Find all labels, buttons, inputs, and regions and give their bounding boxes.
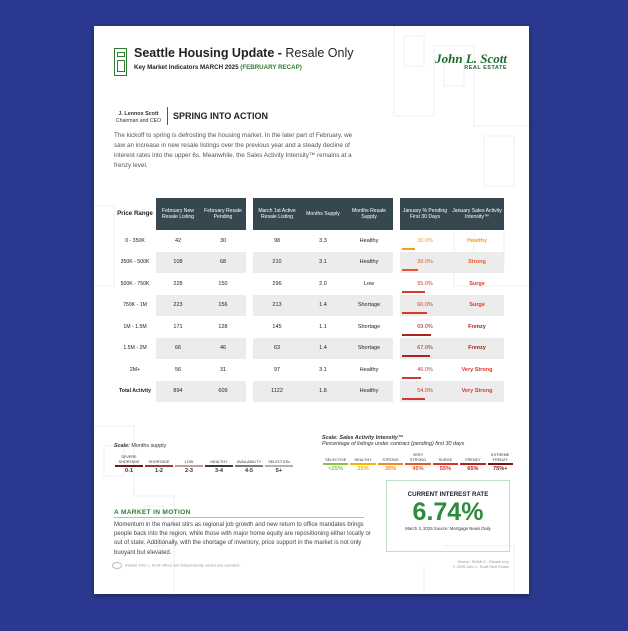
scale-item: SURGE 55% [432,453,459,472]
scale-item: SEVERE SHORTAGE 0-1 [114,455,144,474]
market-table [114,198,504,402]
scale-bar [235,465,263,467]
cell-supply: 1.4 [301,338,345,360]
cell-active: 97 [273,366,281,373]
pending-bar [402,377,421,379]
col-feb-pending: February Resale Pending [200,198,246,230]
cell-supply: 3.1 [301,252,345,274]
scale-bar [350,463,375,465]
table-row [114,230,504,252]
cell-active: 1122 [253,381,301,403]
cell-intensity: Frenzy [468,323,486,330]
scale-item: SHORTAGE 1-2 [144,455,174,474]
table-row [114,338,504,360]
author-block [114,111,163,125]
cell-active: 145 [272,323,282,330]
cell-supply: 3.3 [319,237,327,244]
cell-pct: 30.0% [400,230,450,252]
cell-range: 350K - 500K [120,259,150,266]
rate-source: March 3, 2025 Source: Mortgage News Daily [405,526,491,531]
cell-pct: 54.0% [400,381,450,403]
pending-bar [402,269,418,271]
pending-bar [402,334,431,336]
cell-range: 1.5M - 2M [123,345,147,352]
cell-status: Shortage [357,323,381,330]
cell-active: 98 [273,237,281,244]
footer-source: Source: NWMLS - Resale only © 2025 John L. Scott Real Estate [452,560,509,569]
scale-bar [175,465,203,467]
equal-housing-icon [112,562,122,569]
cell-pend: 31 [219,366,227,373]
report-title: Seattle Housing Update - Resale Only [134,46,354,60]
scale-bar [323,463,348,465]
cell-new: 223 [156,295,200,317]
cell-pend: 30 [219,237,227,244]
cell-status: Healthy [345,381,393,403]
cell-new: 228 [173,280,183,287]
motion-divider [114,517,364,518]
table-row [114,295,504,317]
cell-range: 750K - 1M [123,302,147,309]
cell-intensity: Surge [469,280,485,287]
scale-item: EXTREME FRENZY 75%+ [487,453,514,472]
section-title: SPRING INTO ACTION [173,111,269,121]
report-subtitle: Key Market Indicators MARCH 2025 (FEBRUARY RECAP) [134,64,302,71]
divider [167,107,168,125]
cell-intensity: Very Strong [461,366,493,373]
interest-rate-box [386,480,510,552]
cell-supply: 2.0 [319,280,327,287]
scale-bar [115,465,143,467]
cell-status: Shortage [345,338,393,360]
cell-pct: 39.0% [400,252,450,274]
cell-supply: 3.1 [319,366,327,373]
cell-new: 108 [156,252,200,274]
pending-bar [402,312,427,314]
motion-paragraph: Momentum in the market stirs as regional job growth and new return to office mandates brings people back into the region, while those with major home equity are repositioning either locally or out of state. Additionally, with the shortage of inventory, price support in the market is not only buoyant but elevated. [114,522,371,556]
rate-label: CURRENT INTEREST RATE [407,491,489,498]
cell-range: 0 - 350K [125,237,145,244]
cell-pct: 60.0% [400,295,450,317]
report-page [94,26,529,594]
table-row [114,252,504,274]
intensity-scale: Scale: Sales Activity Intensity™ Percentage of listings under contract (pending) first 30 days SELECTIVE <25% HEALTHY 25% STRONG 35% VERY STRONG 45% SURGE 55% FRENZY 65% EXTREME FRENZY 75%+ [322,435,514,472]
cell-pend: 68 [200,252,246,274]
col-months-resale: Months Resale Supply [345,198,393,230]
author-name: J. Lennox Scott [118,111,159,117]
cell-pct: 55.0% [400,273,450,295]
cell-new: 894 [156,381,200,403]
pending-bar [402,248,415,250]
cell-status: Healthy [345,252,393,274]
cell-intensity: Very Strong [450,381,504,403]
scale-item: HEALTHY 25% [349,453,376,472]
col-months-supply: Months Supply [301,198,345,230]
cell-range: 2M+ [129,366,141,373]
cell-supply: 1.1 [319,323,327,330]
scale-bar [145,465,173,467]
rate-value: 6.74% [412,498,484,526]
pending-bar [402,291,425,293]
scale-bar [460,463,485,465]
scale-bar [433,463,458,465]
scale-item: SELECTION 5+ [264,455,294,474]
scale-bar [488,463,513,465]
scale-bar [205,465,233,467]
cell-pend: 150 [218,280,228,287]
cell-active: 63 [253,338,301,360]
cell-status: Shortage [345,295,393,317]
cell-range: 1M - 1.5M [123,323,147,330]
col-jan-intensity: January Sales Activity Intensity™ [450,198,504,230]
scale-item: HEALTHY 3-4 [204,455,234,474]
cell-active: 210 [253,252,301,274]
table-total-row [114,381,504,403]
cell-pct: 46.0% [400,359,450,381]
cell-pend: 46 [200,338,246,360]
scale-item: LOW 2-3 [174,455,204,474]
cell-pct: 67.0% [400,338,450,360]
company-logo: John L. Scott REAL ESTATE [435,51,507,71]
col-feb-new: February New Resale Listing [156,198,200,230]
motion-heading: A MARKET IN MOTION [114,509,191,516]
col-jan-pending: January % Pending First 30 Days [400,198,450,230]
cell-range: 500K - 750K [120,280,150,287]
cell-range: Total Activity [119,387,151,394]
cell-status: Healthy [359,366,379,373]
cell-new: 56 [174,366,182,373]
footer-disclaimer: Realtor John L. Scott offices are independently owned and operated. [112,562,240,569]
intro-paragraph: The kickoff to spring is defrosting the housing market. In the later part of February, we saw an increase in new resale listings over the previous year and a steady decline of interest rates into the upper 6s. Meanwhile, the Sales Activity Intensity™ remains at a frenzy level. [114,132,353,169]
table-row [114,316,504,338]
cell-pend: 128 [218,323,228,330]
scale-item: STRONG 35% [377,453,404,472]
supply-scale: Scale: Months supply SEVERE SHORTAGE 0-1 SHORTAGE 1-2 LOW 2-3 HEALTHY 3-4 AVAILABILITY 4-5 SELECTION 5+ [114,443,294,474]
scale-item: SELECTIVE <25% [322,453,349,472]
house-icon [114,48,127,76]
cell-supply: 1.8 [301,381,345,403]
pending-bar [402,355,430,357]
scale-bar [378,463,403,465]
col-mar-active: March 1st Active Resale Listing [253,198,301,230]
cell-active: 213 [253,295,301,317]
cell-intensity: Frenzy [450,338,504,360]
cell-pend: 156 [200,295,246,317]
cell-status: Healthy [359,237,379,244]
scale-bar [405,463,430,465]
scale-item: FRENZY 65% [459,453,486,472]
scale-bar [265,465,293,467]
table-row [114,273,504,295]
cell-new: 66 [156,338,200,360]
pending-bar [402,398,425,400]
scale-item: VERY STRONG 45% [404,453,431,472]
cell-intensity: Healthy [467,237,487,244]
cell-supply: 1.4 [301,295,345,317]
cell-new: 171 [173,323,183,330]
scale-item: AVAILABILITY 4-5 [236,459,262,475]
cell-intensity: Strong [450,252,504,274]
cell-active: 296 [272,280,282,287]
col-price-range: Price Range [117,210,153,217]
author-role: Chairman and CEO [115,118,162,124]
cell-new: 42 [174,237,182,244]
cell-pct: 69.0% [400,316,450,338]
cell-intensity: Surge [450,295,504,317]
cell-pend: 609 [200,381,246,403]
cell-status: Low [363,280,375,287]
table-row [114,359,504,381]
